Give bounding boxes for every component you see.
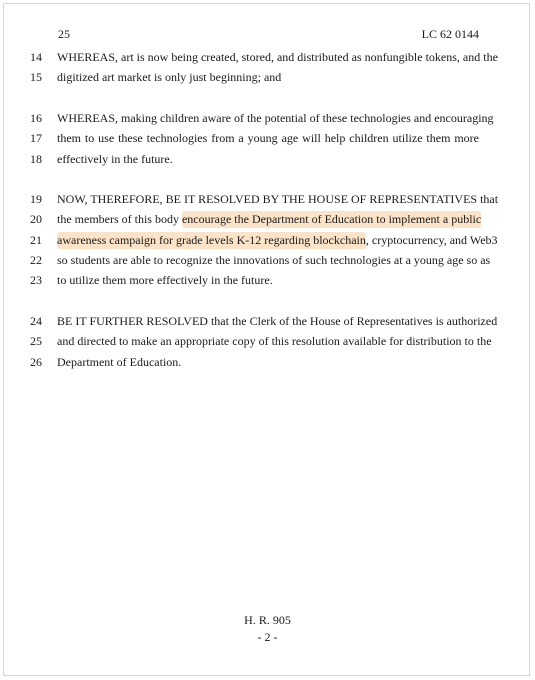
line-text: Department of Education. [57, 354, 182, 369]
line-number: 18 [30, 151, 42, 166]
line-number: 17 [30, 131, 42, 146]
line-text: and directed to make an appropriate copy of this resolution available for distribution to the [57, 334, 492, 349]
whereas-paragraph-1 [0, 49, 535, 90]
line-number: 26 [30, 354, 42, 369]
document-code: LC 62 0144 [421, 27, 479, 41]
text-line [0, 333, 535, 353]
plain-text: the members of this body [57, 212, 182, 227]
text-line [0, 252, 535, 272]
resolved-paragraph [0, 191, 535, 292]
line-number: 15 [30, 70, 42, 85]
highlighted-text: encourage the Department of Education to implement a public [181, 212, 482, 227]
highlighted-text: awareness campaign for grade levels K-12 regarding blockchain [57, 232, 366, 247]
text-line [0, 49, 535, 69]
line-number: 20 [30, 212, 42, 227]
text-line [0, 354, 535, 374]
line-text: digitized art market is only just beginning; and [57, 70, 282, 85]
line-text [57, 211, 482, 227]
line-number: 24 [30, 314, 42, 328]
line-text: WHEREAS, art is now being created, stored, and distributed as nonfungible tokens, and the [57, 50, 498, 64]
further-resolved-paragraph [0, 313, 535, 374]
page-index: 25 [58, 27, 70, 41]
line-number: 25 [30, 334, 42, 349]
text-line [0, 130, 535, 150]
page-number: - 2 - [257, 630, 278, 644]
line-text: BE IT FURTHER RESOLVED that the Clerk of the House of Representatives is authorized [57, 314, 498, 328]
line-text: NOW, THEREFORE, BE IT RESOLVED BY THE HOUSE OF REPRESENTATIVES that [57, 192, 499, 206]
line-number: 14 [30, 50, 42, 64]
line-text: to utilize them more effectively in the future. [57, 273, 273, 288]
text-line [0, 191, 535, 211]
line-text [57, 232, 498, 248]
plain-text: , cryptocurrency, and Web3 [365, 232, 498, 247]
line-number: 16 [30, 111, 42, 125]
text-line [0, 272, 535, 292]
line-number: 19 [30, 192, 42, 206]
text-line [0, 151, 535, 171]
whereas-paragraph-2 [0, 110, 535, 171]
line-text: effectively in the future. [57, 151, 173, 166]
line-number: 22 [30, 252, 42, 267]
bill-number: H. R. 905 [244, 613, 291, 627]
text-line [0, 69, 535, 89]
text-line [0, 232, 535, 252]
text-line [0, 211, 535, 231]
line-number: 23 [30, 273, 42, 288]
line-text: so students are able to recognize the innovations of such technologies at a young age so as [57, 252, 491, 267]
line-number: 21 [30, 232, 42, 247]
text-line [0, 110, 535, 130]
line-text: them to use these technologies from a young age will help children utilize them more [57, 131, 479, 146]
text-line [0, 313, 535, 333]
line-text: WHEREAS, making children aware of the potential of these technologies and encouraging [57, 111, 494, 125]
